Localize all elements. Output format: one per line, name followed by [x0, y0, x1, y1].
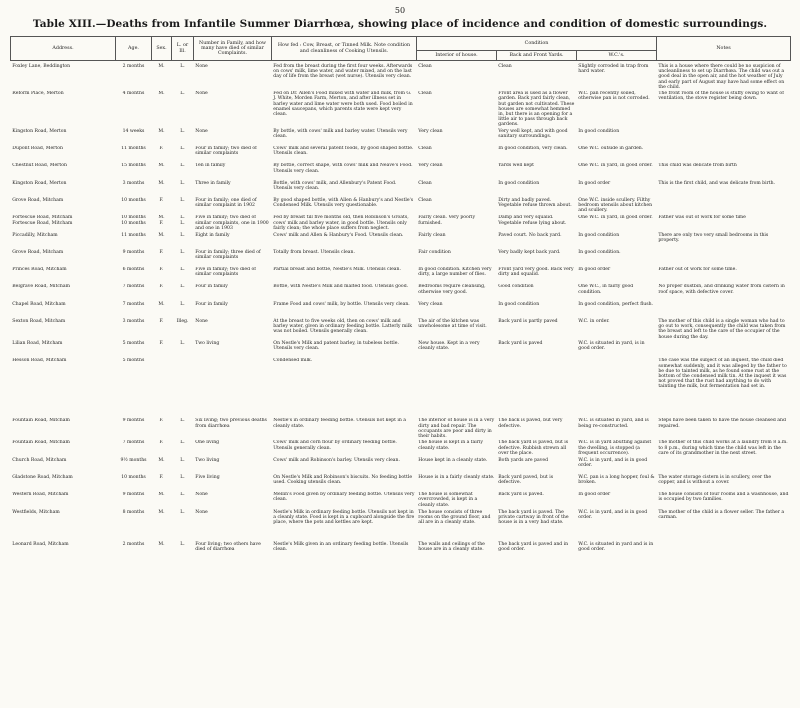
cell-address: Grove Road, Mitcham: [12, 249, 64, 255]
table-row: [11, 163, 791, 180]
table-row: [11, 146, 791, 163]
cell-legitimacy: L.: [180, 267, 185, 273]
cell-wc: One W.C. in yard, in good order.: [578, 163, 653, 169]
cell-interior: Very clean: [418, 163, 443, 169]
cell-age: 3 months: [122, 180, 145, 186]
cell-feeding: Frame Food and cows' milk, by bottle. Utensils very clean.: [273, 301, 410, 307]
cell-family: None: [195, 91, 208, 97]
cell-age: 11 months: [121, 232, 146, 238]
cell-wc: In good order: [578, 267, 611, 273]
cell-yards: The back yard is paved, but is defective. Rubbish strewn all over the place.: [498, 440, 569, 456]
cell-interior: The house is kept in a fairly cleanly state.: [418, 440, 484, 451]
cell-family: Five in family; two died of similar complaints: [195, 267, 256, 278]
cell-legitimacy: [172, 215, 194, 232]
cell-age: 11 months: [121, 146, 146, 152]
cell-age: 10 months: [121, 198, 146, 203]
table-row: [11, 340, 791, 357]
cell-sex: F.: [159, 474, 164, 480]
cell-family: Four living; two others have died of diarrhœa: [195, 541, 261, 552]
table-row: [11, 284, 791, 301]
cell-sex: F.: [159, 319, 164, 325]
cell-legitimacy: L.: [180, 249, 185, 255]
cell-feeding: Fed on Dr. Allen's Food mixed with water and milk, from G. J. White, Morden Farm, Merton, and after illness set in barley water and lime water were both used. Food boiled in enamel saucepans, which parents state were kept very clean.: [273, 91, 413, 118]
cell-interior: New house. Kept in a very cleanly state.: [418, 341, 480, 352]
cell-address: Westfields, Mitcham: [12, 509, 60, 515]
cell-notes: There are only two very small bedrooms in this property.: [658, 232, 769, 243]
cell-legitimacy: L.: [180, 541, 185, 547]
table-row: [11, 358, 791, 418]
cell-notes: [657, 128, 791, 145]
cell-feeding: By bottle, with cows' milk and barley water. Utensils very clean.: [273, 128, 408, 140]
cell-family: None: [195, 319, 208, 325]
cell-address: [11, 215, 116, 232]
cell-family: Two living: [195, 341, 220, 347]
cell-feeding: Partial breast and bottle, Nestle's Milk. Utensils clean.: [273, 267, 401, 273]
cell-interior: Fairly clean. Very poorly furnished.: [418, 215, 476, 226]
cell-address: Hesson Road, Mitcham: [12, 358, 67, 364]
cell-sex: F.: [159, 267, 164, 273]
cell-interior: Fair condition: [418, 249, 451, 255]
cell-notes: The mother of this child works at a laundry from 8 a.m. to 8 p.m., during which time the child was left in the care of its grandmother in the next street.: [658, 440, 788, 456]
cell-legitimacy: L.: [180, 180, 185, 186]
table-row: [11, 61, 791, 91]
cell-family: Ten in family: [195, 163, 226, 169]
cell-notes: This is the first child, and was delicate from birth.: [658, 180, 776, 186]
cell-legitimacy-line: L.: [180, 220, 185, 226]
cell-wc: One W.C. outside in garden.: [578, 146, 644, 152]
cell-wc: In good condition, perfect flush.: [578, 301, 654, 307]
cell-family: Four in family: [195, 284, 228, 290]
cell-notes: The case was the subject of an inquest, the child died somewhat suddenly, and it was alleged by the father to be due to tainted milk, as he found some rust at the bottom of the condensed milk tin. At the inquest it was not proved that the rust had anything to do with tainting the milk, but fermentation had set in.: [658, 358, 787, 390]
cell-family: Four in family; two died of similar complaints: [195, 146, 257, 157]
cell-yards: Front yard very good. Back very dirty and squalid.: [498, 267, 574, 278]
cell-notes: The house consists of four rooms and a washhouse, and is occupied by two families.: [658, 492, 789, 503]
cell-interior: Clean: [418, 198, 432, 203]
cell-address: Piccadilly, Mitcham: [12, 232, 58, 238]
cell-address: Grove Road, Mitcham: [12, 198, 64, 203]
cell-interior: Clean: [418, 91, 432, 97]
cell-address-line: Fortescue Road, Mitcham: [12, 220, 73, 226]
cell-legitimacy: L.: [180, 440, 185, 446]
cell-sex: M.: [158, 64, 165, 69]
cell-family: None: [195, 509, 208, 515]
cell-address: Belgrave Road, Mitcham: [12, 284, 70, 290]
cell-notes: The mother of this child is a single woman who had to go out to work, consequently the child was taken from the breast and left to the care of the occupier of the house during the day.: [658, 319, 786, 340]
cell-wc: In good condition.: [578, 249, 621, 255]
cell-feeding: Cows' milk and Allen & Hanbury's Food. Utensils clean.: [273, 232, 404, 238]
header-family: Number in Family, and how many have died of similar Complaints.: [194, 37, 272, 61]
cell-yards: Back yard is paved: [498, 341, 543, 347]
cell-address: Princes Road, Mitcham: [12, 267, 67, 273]
cell-feeding: At the breast to five weeks old, then on cows' milk and barley water, given in ordinary feeding bottle. Latterly milk was not boiled. Utensils generally clean.: [273, 319, 413, 335]
cell-sex: M.: [158, 128, 165, 134]
cell-feeding: Mellin's Food given by ordinary feeding bottle. Utensils very clean.: [273, 492, 415, 503]
cell-notes: The front room of the house is stuffy owing to want of ventilation, the stove register being down.: [658, 91, 784, 102]
page-number: 50: [394, 6, 406, 15]
cell-wc: W.C. is in yard, and is in good order.: [578, 509, 648, 520]
header-sex: Sex.: [152, 37, 172, 61]
cell-yards: In good condition: [498, 180, 540, 186]
cell-interior: The walls and ceilings of the house are in a cleanly state.: [418, 541, 485, 552]
cell-sex-line: F.: [159, 220, 164, 226]
cell-family: None: [195, 128, 208, 134]
cell-yards: Back yard is partly paved: [498, 319, 558, 325]
cell-feeding: Fed from the breast during the first four weeks. Afterwards on cows' milk, lime water, and water mixed, and on the last day of life from the breast (wet nurse). Utensils very clean.: [273, 64, 413, 80]
cell-family: [194, 358, 272, 418]
cell-notes: [657, 197, 791, 214]
cell-age: 7 months: [122, 440, 145, 446]
cell-sex: F.: [159, 146, 164, 152]
cell-age: 15 months: [121, 163, 146, 169]
cell-age-line: 10 months: [121, 220, 146, 226]
cell-family: Five living: [195, 474, 220, 480]
cell-wc: One W.C., in fairly good condition.: [578, 284, 634, 295]
cell-yards: Very well kept, and with good sanitary surroundings.: [498, 128, 568, 140]
cell-age: 4 months: [122, 91, 145, 97]
cell-age: 9 months: [122, 418, 145, 424]
cell-feeding: By bottle, correct shape, with cows' milk and Neave's Food. Utensils very clean.: [273, 163, 413, 174]
table-row: [11, 232, 791, 249]
cell-family: Five in family; two died of similar complaints, one in 1900 and one in 1903: [195, 215, 269, 231]
cell-legitimacy: L.: [180, 509, 185, 515]
cell-sex: F.: [159, 198, 164, 203]
cell-family: One living: [195, 440, 220, 446]
cell-age: 7 months: [122, 301, 145, 307]
cell-legitimacy: Illeg.: [176, 319, 189, 325]
cell-interior: Clean: [418, 146, 432, 152]
cell-age: 10 months: [121, 474, 146, 480]
cell-notes: Father out of work for some time.: [658, 267, 737, 273]
cell-legitimacy: L.: [180, 418, 185, 424]
cell-wc: W.C. is situated in yard and is in good order.: [578, 541, 654, 552]
cell-address: Dupont Road, Merton: [12, 146, 63, 152]
cell-address: Reform Place, Merton: [12, 91, 64, 97]
cell-interior: The house consists of three rooms on the ground floor, and all are in a cleanly state.: [418, 509, 491, 525]
cell-feeding: Nestle's Milk in ordinary feeding bottle. Utensils not kept in a cleanly state. Food is kept in a cupboard alongside the fire place, where the pots and kettles are kept.: [273, 509, 415, 525]
cell-age: 9½ months: [120, 457, 147, 463]
cell-yards: In good condition, very clean.: [498, 146, 568, 152]
cell-interior: Very clean: [418, 128, 443, 134]
cell-feeding: Bottle, with cows' milk, and Allenbury's Patent Food. Utensils very clean.: [273, 180, 397, 191]
cell-age: 9 months: [122, 249, 145, 255]
header-wc: W.C.'s.: [577, 51, 657, 61]
cell-interior: Clean: [418, 64, 432, 69]
cell-yards: Yards well kept: [498, 163, 535, 169]
cell-notes: [657, 541, 791, 558]
cell-sex-line: M.: [158, 215, 165, 221]
cell-age: 7 months: [122, 284, 145, 290]
cell-yards: The back yard is paved. The private cartway in front of the house is in a very bad state.: [498, 509, 569, 525]
header-address: Address.: [11, 37, 116, 61]
table-row: [11, 418, 791, 440]
cell-legitimacy: L.: [180, 91, 185, 97]
cell-address: Church Road, Mitcham: [12, 457, 67, 463]
table-row: [11, 128, 791, 145]
cell-sex: F.: [159, 418, 164, 424]
cell-legitimacy: L.: [180, 474, 185, 480]
table-row: [11, 249, 791, 266]
cell-address: Fountain Road, Mitcham: [12, 440, 70, 446]
cell-address: Chapel Road, Mitcham: [12, 301, 66, 307]
cell-wc: W.C. is situated in yard, and is being re-constructed.: [578, 418, 649, 429]
cell-sex: F.: [159, 284, 164, 290]
cell-feeding: On Nestle's Milk and patent barley, in tubeless bottle. Utensils very clean.: [273, 341, 399, 352]
cell-age: 9 months: [122, 492, 145, 498]
cell-yards: Back yard is paved.: [498, 492, 544, 498]
cell-legitimacy: [172, 358, 194, 418]
cell-notes: This is a house where there could be no suspicion of uncleanliness to set up Diarrhœa. The child was out a good deal in the open air, and the hot weather of July and early part of August may have had some effect on the child.: [658, 64, 785, 90]
cell-yards: Dirty and badly paved. Vegetable refuse thrown about.: [498, 198, 572, 209]
header-notes: Notes: [657, 37, 791, 61]
cell-sex: F.: [159, 440, 164, 446]
deaths-table: [10, 36, 791, 558]
cell-wc: W.C. pan is a long hopper, foul & broken.: [578, 474, 655, 486]
cell-sex: M.: [158, 180, 165, 186]
table-row: [11, 492, 791, 509]
cell-wc: In good order: [578, 180, 611, 186]
header-condition: Condition: [417, 37, 657, 51]
cell-legitimacy: L.: [180, 341, 185, 347]
cell-address: Western Road, Mitcham: [12, 492, 69, 498]
cell-interior: Fairly clean: [418, 232, 446, 238]
cell-feeding: Totally from breast. Utensils clean.: [273, 249, 355, 255]
cell-feeding: Cows' milk and Robinson's barley. Utensils very clean.: [273, 457, 400, 463]
cell-family: Four in family; three died of similar complaints: [195, 249, 261, 261]
cell-yards: Good condition: [498, 284, 534, 290]
cell-age: 8 months: [122, 509, 145, 515]
cell-interior: Very clean: [418, 301, 443, 307]
cell-interior: The air of the kitchen was unwholesome at time of visit.: [418, 319, 487, 330]
cell-legitimacy: L.: [180, 198, 185, 203]
cell-address: Chestnut Road, Merton: [12, 163, 67, 169]
cell-address: Kingston Road, Merton: [12, 128, 67, 134]
table-row: [11, 91, 791, 129]
cell-notes: [657, 146, 791, 163]
cell-wc: One W.C. inside scullery. Filthy bedroom utensils about kitchen and scullery.: [578, 198, 653, 214]
cell-wc: W.C. is in yard abutting against the dwelling, is stopped (a frequent occurrence).: [578, 440, 652, 456]
cell-feeding: Nestle's in ordinary feeding bottle. Utensils not kept in a cleanly state.: [273, 418, 407, 429]
cell-legitimacy: L.: [180, 284, 185, 290]
cell-feeding: Cows' milk and corn flour by ordinary feeding bottle. Utensils generally clean.: [273, 440, 397, 451]
cell-interior: Bedrooms require cleansing, otherwise very good.: [418, 284, 486, 295]
cell-legitimacy: L.: [180, 128, 185, 134]
cell-wc: W.C. pan recently soiled, otherwise pan is not corroded.: [578, 91, 650, 102]
cell-sex: F.: [159, 249, 164, 255]
cell-notes: Steps have been taken to have the house cleansed and repaired.: [658, 418, 786, 429]
cell-address: Fountain Road, Mitcham: [12, 418, 70, 424]
cell-family: Four in family: [195, 301, 228, 307]
cell-family: Three in family: [195, 180, 231, 186]
cell-age: 3 months: [122, 319, 145, 325]
table-row: [11, 457, 791, 474]
cell-wc: [577, 358, 657, 418]
cell-feeding: Fed by breast till five months old, then Robinson's Groats, cows' milk and barley water, in good bottle. Utensils only fairly clean; the whole place suffers from neglect.: [273, 215, 409, 231]
cell-legitimacy: L.: [180, 457, 185, 463]
cell-yards: Back yard paved, but is defective.: [498, 474, 554, 486]
cell-sex: F.: [159, 341, 164, 347]
cell-legitimacy: L.: [180, 146, 185, 152]
cell-yards: In good condition: [498, 301, 540, 307]
cell-legitimacy: L.: [180, 163, 185, 169]
header-l-or-ill: L. or Ill.: [172, 37, 194, 61]
cell-family: Eight in family: [195, 232, 230, 238]
cell-age: 2 months: [122, 64, 145, 69]
cell-age: 14 weeks: [122, 128, 145, 134]
cell-interior: Clean: [418, 180, 432, 186]
table-row: [11, 440, 791, 457]
table-body: [11, 61, 791, 559]
cell-legitimacy-line: L.: [180, 215, 185, 221]
cell-legitimacy: L.: [180, 64, 185, 69]
cell-sex: M.: [158, 492, 165, 498]
cell-wc: Slightly corroded in trap from hard water.: [578, 64, 649, 75]
cell-address: Leonard Road, Mitcham: [12, 541, 69, 547]
cell-yards: The back is paved, but very defective.: [498, 418, 563, 429]
cell-yards: Front area is used as a flower garden. Back yard fairly clean, but garden not cultivated. These houses are somewhat hemmed in, but there is an opening for a little air to pass through back gardens.: [498, 91, 575, 128]
cell-family: Six living; two previous deaths from diarrhœa: [195, 418, 267, 429]
cell-address: Sexton Road, Mitcham: [12, 319, 66, 325]
table-row: [11, 301, 791, 318]
cell-sex: M.: [158, 91, 165, 97]
cell-sex: M.: [158, 232, 165, 238]
table-row: [11, 215, 791, 232]
cell-feeding: Nestle's Milk given in an ordinary feeding bottle. Utensils clean.: [273, 541, 409, 552]
cell-notes: The water storage cistern is in scullery, over the copper, and is without a cover.: [658, 474, 772, 486]
cell-age: 5 months: [122, 341, 145, 347]
cell-feeding: By good shaped bottle, with Allen & Hanbury's and Nestle's Condensed Milk. Utensils very questionable.: [273, 198, 414, 209]
cell-family: Two living: [195, 457, 220, 463]
cell-yards: Damp and very squalid. Vegetable refuse lying about.: [498, 215, 567, 226]
cell-notes: [657, 249, 791, 266]
cell-address-line: Fortescue Road, Mitcham: [12, 215, 73, 221]
cell-notes: [657, 340, 791, 357]
cell-notes: No proper dustbin, and drinking water from cistern in roof space, with defective cover.: [658, 284, 785, 295]
cell-wc: W.C. is situated in yard, is in good order.: [578, 341, 645, 352]
cell-interior: House is in a fairly cleanly state.: [418, 474, 495, 480]
cell-address: Lilian Road, Mitcham: [12, 341, 63, 347]
cell-wc: In good order: [578, 492, 611, 498]
cell-family: Four in family; one died of similar complaint in 1902: [195, 198, 257, 209]
cell-age: 5 months: [122, 358, 145, 364]
cell-age-line: 10 months: [121, 215, 146, 221]
cell-legitimacy: L.: [180, 301, 185, 307]
cell-yards: Clean: [498, 64, 512, 69]
cell-sex: M.: [158, 457, 165, 463]
cell-interior: [417, 358, 497, 418]
table-row: [11, 509, 791, 541]
cell-address: Kingston Road, Merton: [12, 180, 67, 186]
cell-wc: In good condition: [578, 128, 620, 134]
header-fed: How fed : Cow, Breast, or Tinned Milk. Note condition and cleanliness of Cooking Utensils.: [272, 37, 417, 61]
cell-notes: [657, 457, 791, 474]
cell-feeding: Condensed milk.: [273, 358, 313, 364]
cell-sex: M.: [158, 163, 165, 169]
cell-sex: [152, 358, 172, 418]
cell-sex: M.: [158, 301, 165, 307]
cell-notes: Father was out of work for some time: [658, 215, 746, 221]
cell-sex: M.: [158, 509, 165, 515]
table-row: [11, 197, 791, 214]
cell-yards: The back yard is paved and in good order.: [498, 541, 569, 552]
cell-yards: [497, 358, 577, 418]
header-interior: Interior of house.: [417, 51, 497, 61]
cell-address: Foxley Lane, Beddington: [12, 64, 71, 69]
cell-yards: Paved court. No back yard.: [498, 232, 562, 238]
cell-interior: In good condition. Kitchen very dirty, a large number of flies.: [418, 267, 492, 278]
header-yards: Back and Front Yards.: [497, 51, 577, 61]
cell-legitimacy: L.: [180, 232, 185, 238]
header-age: Age.: [116, 37, 152, 61]
cell-age: 2 months: [122, 541, 145, 547]
table-row: [11, 180, 791, 197]
cell-address: Gladstone Road, Mitcham: [12, 474, 73, 480]
cell-interior: The house is somewhat overcrowded, is kept in a cleanly state.: [418, 492, 478, 508]
cell-yards: Very badly kept back yard.: [498, 249, 561, 255]
cell-feeding: Bottle, with Nestle's Milk and malted food. Utensils good.: [273, 284, 409, 290]
cell-legitimacy: L.: [180, 492, 185, 498]
cell-sex: [152, 215, 172, 232]
table-row: [11, 541, 791, 558]
table-title: Table XIII.—Deaths from Infantile Summer Diarrhœa, showing place of incidence and condition of domestic surroundings.: [32, 18, 768, 30]
cell-wc: W.C. is in yard, and is in good order.: [578, 457, 648, 468]
table-row: [11, 267, 791, 284]
cell-yards: Both yards are paved: [498, 457, 549, 463]
cell-age: 6 months: [122, 267, 145, 273]
cell-notes: [657, 301, 791, 318]
cell-interior: House kept in a cleanly state.: [418, 457, 488, 463]
cell-interior: The interior of house is in a very dirty and bad repair. The occupants are poor and dirty in their habits.: [418, 418, 495, 439]
cell-family: None: [195, 492, 208, 498]
cell-wc: One W.C. in yard, in good order.: [578, 215, 653, 221]
cell-feeding: On Nestle's Milk and Robinson's biscuits. No feeding bottle used. Cooking utensils clean.: [273, 474, 413, 486]
cell-notes: The mother of the child is a flower seller. The father a carman.: [658, 509, 785, 520]
cell-feeding: Cows' milk and several patent foods, by good shaped bottle. Utensils clean.: [273, 146, 414, 157]
cell-sex: M.: [158, 541, 165, 547]
cell-wc: In good condition: [578, 232, 620, 238]
cell-age: [116, 215, 152, 232]
cell-notes: This child was delicate from birth: [658, 163, 737, 169]
table-row: [11, 318, 791, 340]
cell-family: None: [195, 64, 208, 69]
cell-wc: W.C. in order.: [578, 319, 610, 325]
table-row: [11, 474, 791, 491]
